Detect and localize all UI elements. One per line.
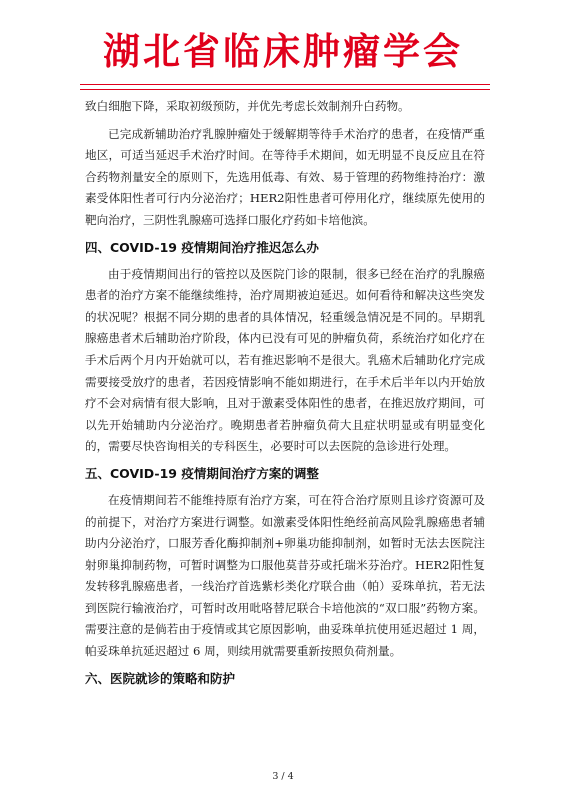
section-heading-4: 四、COVID-19 疫情期间治疗推迟怎么办 <box>85 239 319 255</box>
paragraph-treatment-delay: 由于疫情期间出行的管控以及医院门诊的限制，很多已经在治疗的乳腺癌患者的治疗方案不能继续维持，治疗周期被迫延迟。如何看待和解决这些突发的状况呢？根据不同分期的患者的具体情况，轻重缓急情况是不同的。早期乳腺癌患者术后辅助治疗阶段，体内已没有可见的肿瘤负荷，系统治疗如化疗在手术后两个月内开始就可以，若有推迟影响不是很大。乳癌术后辅助化疗完成需要接受放疗的患者，若因疫情影响不能如期进行，在手术后半年以内开始放疗不会对病情有很大影响，且对于激素受体阳性的患者，在推迟放疗期间，可以先开始辅助内分泌治疗。晚期患者若肿瘤负荷大且症状明显或有明显变化的，需要尽快咨询相关的专科医生，必要时可以去医院的急诊进行处理。 <box>85 266 485 454</box>
document-body <box>85 96 485 689</box>
section-heading-6: 六、医院就诊的策略和防护 <box>85 670 236 686</box>
paragraph-continued: 致白细胞下降，采取初级预防，并优先考虑长效制剂升白药物。 <box>85 99 410 113</box>
header-rule-bottom <box>80 89 490 90</box>
header-rule-top <box>80 84 490 85</box>
paragraph-neoadjuvant: 已完成新辅助治疗乳腺肿瘤处于缓解期等待手术治疗的患者，在疫情严重地区，可适当延迟手术治疗时间。在等待手术期间，如无明显不良反应且在符合药物剂量安全的原则下，先选用低毒、有效、易于管理的药物维持治疗：激素受体阳性者可行内分泌治疗；HER2阳性患者可停用化疗，继续原先使用的靶向治疗，三阴性乳腺癌可选择口服化疗药如卡培他滨。 <box>85 126 485 227</box>
page-number: 3 / 4 <box>272 771 294 782</box>
page-header-title: 湖北省临床肿瘤学会 <box>103 30 463 73</box>
paragraph-treatment-adjustment: 在疫情期间若不能维持原有治疗方案，可在符合治疗原则且诊疗资源可及的前提下，对治疗方案进行调整。如激素受体阳性绝经前高风险乳腺癌患者辅助内分泌治疗，口服芳香化酶抑制剂+卵巢功能抑制剂，如暂时无法去医院注射卵巢抑制药物，可暂时调整为口服他莫昔芬或托瑞米芬治疗。HER2阳性复发转移乳腺癌患者，一线治疗首选紫杉类化疗联合曲（帕）妥珠单抗，若无法到医院行输液治疗，可暂时改用吡咯替尼联合卡培他滨的“双口服”药物方案。需要注意的是倘若由于疫情或其它原因影响，曲妥珠单抗使用延迟超过 1 周，帕妥珠单抗延迟超过 6 周，则续用就需要重新按照负荷剂量。 <box>85 492 485 659</box>
section-heading-5: 五、COVID-19 疫情期间治疗方案的调整 <box>85 465 319 481</box>
